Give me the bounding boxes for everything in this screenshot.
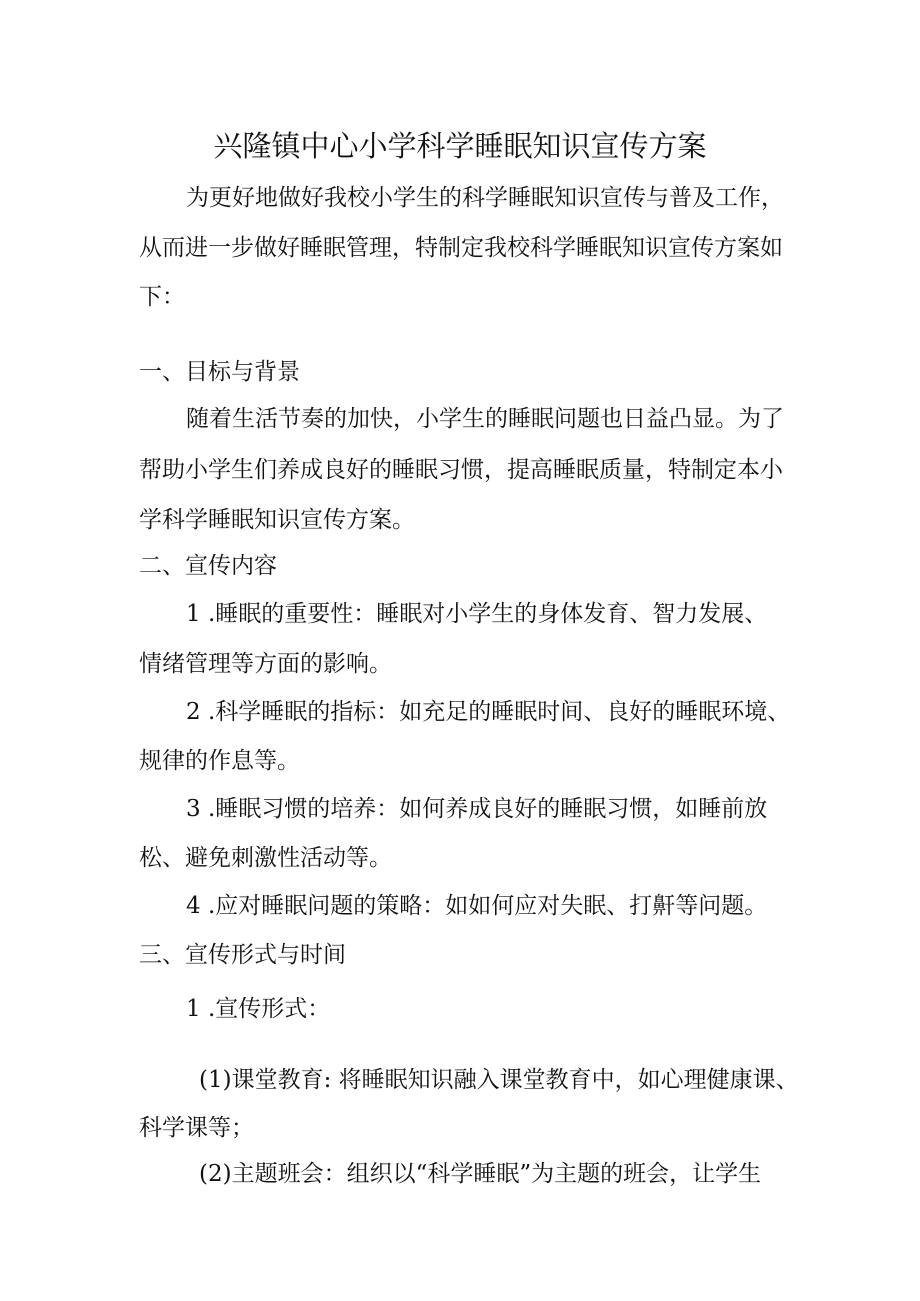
document-title: 兴隆镇中心小学科学睡眠知识宣传方案 [213,129,707,163]
content-item-1-line-1: 1 .睡眠的重要性：睡眠对小学生的身体发育、智力发展、 [186,601,768,627]
content-item-3-line-2: 松、避免刺激性活动等。 [139,845,392,871]
section1-line-3: 学科学睡眠知识宣传方案。 [139,507,415,533]
intro-line-3: 下： [139,284,185,310]
form-subheading: 1 .宣传形式： [186,996,331,1022]
section1-line-2: 帮助小学生们养成良好的睡眠习惯，提高睡眠质量，特制定本小 [139,457,783,483]
content-item-2-line-1: 2 .科学睡眠的指标：如充足的睡眠时间、良好的睡眠环境、 [186,699,791,725]
form-item-1-line-2: 科学课等； [139,1115,254,1141]
content-item-3-line-1: 3 .睡眠习惯的培养：如何养成良好的睡眠习惯，如睡前放 [186,796,768,822]
form-item-2-line-1: (2)主题班会：组织以“科学睡眠”为主题的班会，让学生 [199,1161,762,1187]
section-heading-2: 二、宣传内容 [139,553,277,579]
section-heading-3: 三、宣传形式与时间 [139,942,346,968]
content-item-1-line-2: 情绪管理等方面的影响。 [139,651,392,677]
intro-line-2: 从而进一步做好睡眠管理，特制定我校科学睡眠知识宣传方案如 [139,235,783,261]
section1-line-1: 随着生活节奏的加快，小学生的睡眠问题也日益凸显。为了 [186,406,784,432]
content-item-4-line-1: 4 .应对睡眠问题的策略：如如何应对失眠、打鼾等问题。 [186,893,768,919]
content-item-2-line-2: 规律的作息等。 [139,748,300,774]
section-heading-1: 一、目标与背景 [139,359,300,385]
form-item-1-line-1: (1)课堂教育: 将睡眠知识融入课堂教育中，如心理健康课、 [199,1067,799,1093]
intro-line-1: 为更好地做好我校小学生的科学睡眠知识宣传与普及工作， [186,185,784,211]
